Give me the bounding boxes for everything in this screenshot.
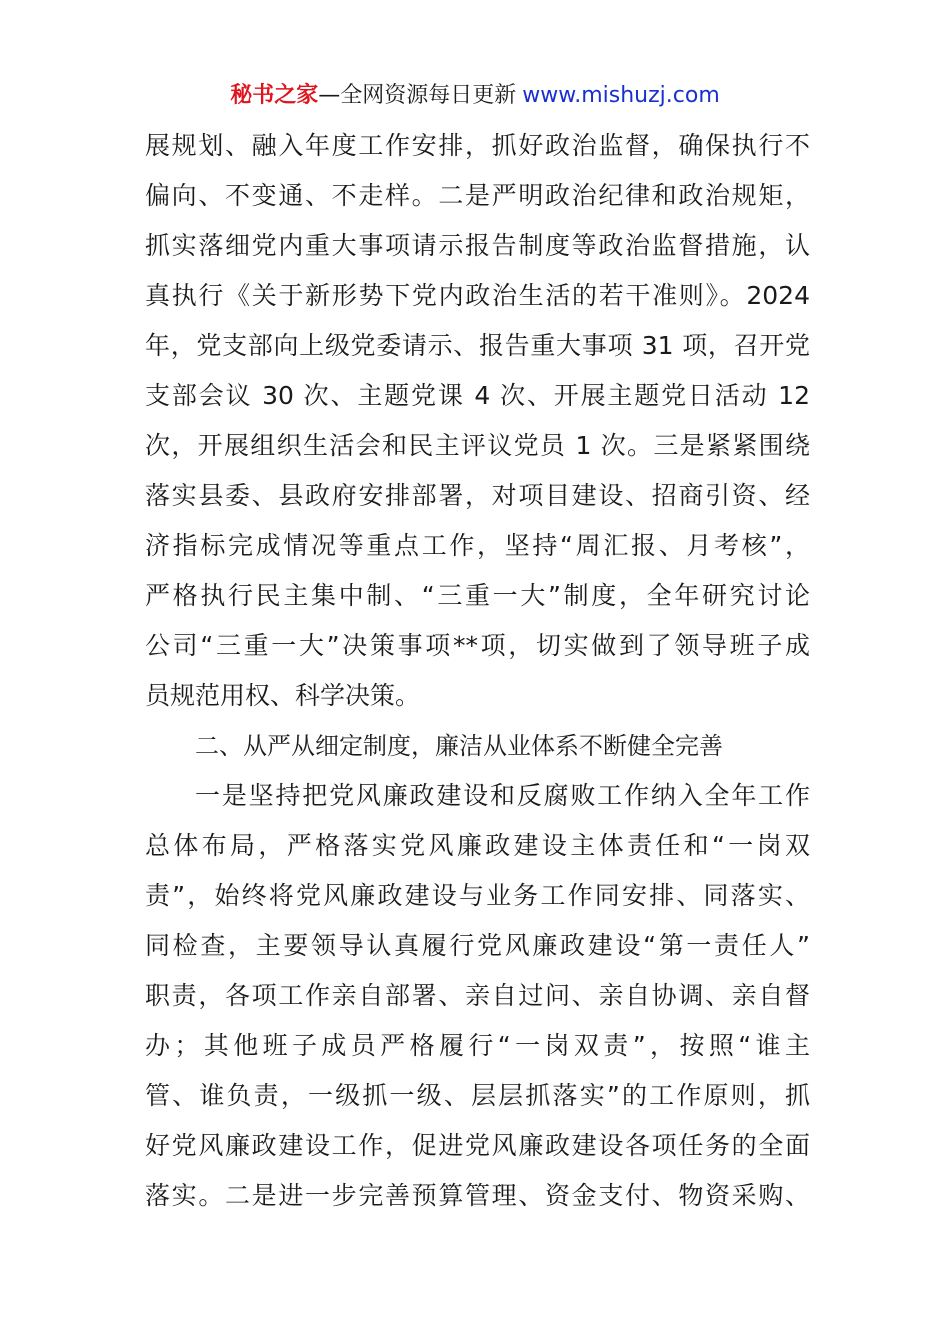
section-line: 办；其他班子成员严格履行“一岗双责”，按照“谁主 (145, 1031, 810, 1060)
body-line: 济指标完成情况等重点工作，坚持“周汇报、月考核”， (145, 531, 810, 560)
site-header (0, 80, 950, 112)
body-line: 年，党支部向上级党委请示、报告重大事项 31 项，召开党 (145, 331, 810, 360)
header-dash: — (318, 83, 341, 108)
site-url[interactable]: www.mishuzj.com (522, 83, 720, 108)
body-line: 员规范用权、科学决策。 (145, 681, 421, 710)
body-line: 次，开展组织生活会和民主评议党员 1 次。三是紧紧围绕 (145, 431, 810, 460)
section-line: 管、谁负责，一级抓一级、层层抓落实”的工作原则，抓 (145, 1081, 810, 1110)
body-line: 落实县委、县政府安排部署，对项目建设、招商引资、经 (145, 481, 810, 510)
section-line: 同检查，主要领导认真履行党风廉政建设“第一责任人” (145, 931, 810, 960)
header-tagline: 全网资源每日更新 (340, 83, 517, 108)
section-line: 总体布局，严格落实党风廉政建设主体责任和“一岗双 (145, 831, 810, 860)
body-line: 偏向、不变通、不走样。二是严明政治纪律和政治规矩， (145, 181, 810, 210)
section-line: 好党风廉政建设工作，促进党风廉政建设各项任务的全面 (145, 1131, 810, 1160)
body-line: 展规划、融入年度工作安排，抓好政治监督，确保执行不 (145, 131, 810, 160)
document-body (145, 121, 810, 1221)
body-line: 公司“三重一大”决策事项**项，切实做到了领导班子成 (145, 631, 810, 660)
section-line: 一是坚持把党风廉政建设和反腐败工作纳入全年工作 (195, 781, 810, 810)
brand-name: 秘书之家 (230, 83, 319, 108)
body-line: 抓实落细党内重大事项请示报告制度等政治监督措施，认 (145, 231, 810, 260)
body-line: 真执行《关于新形势下党内政治生活的若干准则》。2024 (145, 281, 810, 310)
body-line: 支部会议 30 次、主题党课 4 次、开展主题党日活动 12 (145, 381, 810, 410)
section-line: 责”，始终将党风廉政建设与业务工作同安排、同落实、 (145, 881, 810, 910)
body-line: 严格执行民主集中制、“三重一大”制度，全年研究讨论 (145, 581, 810, 610)
section-line: 落实。二是进一步完善预算管理、资金支付、物资采购、 (145, 1181, 810, 1210)
section-heading: 二、从严从细定制度，廉洁从业体系不断健全完善 (195, 732, 723, 760)
section-line: 职责，各项工作亲自部署、亲自过问、亲自协调、亲自督 (145, 981, 810, 1010)
